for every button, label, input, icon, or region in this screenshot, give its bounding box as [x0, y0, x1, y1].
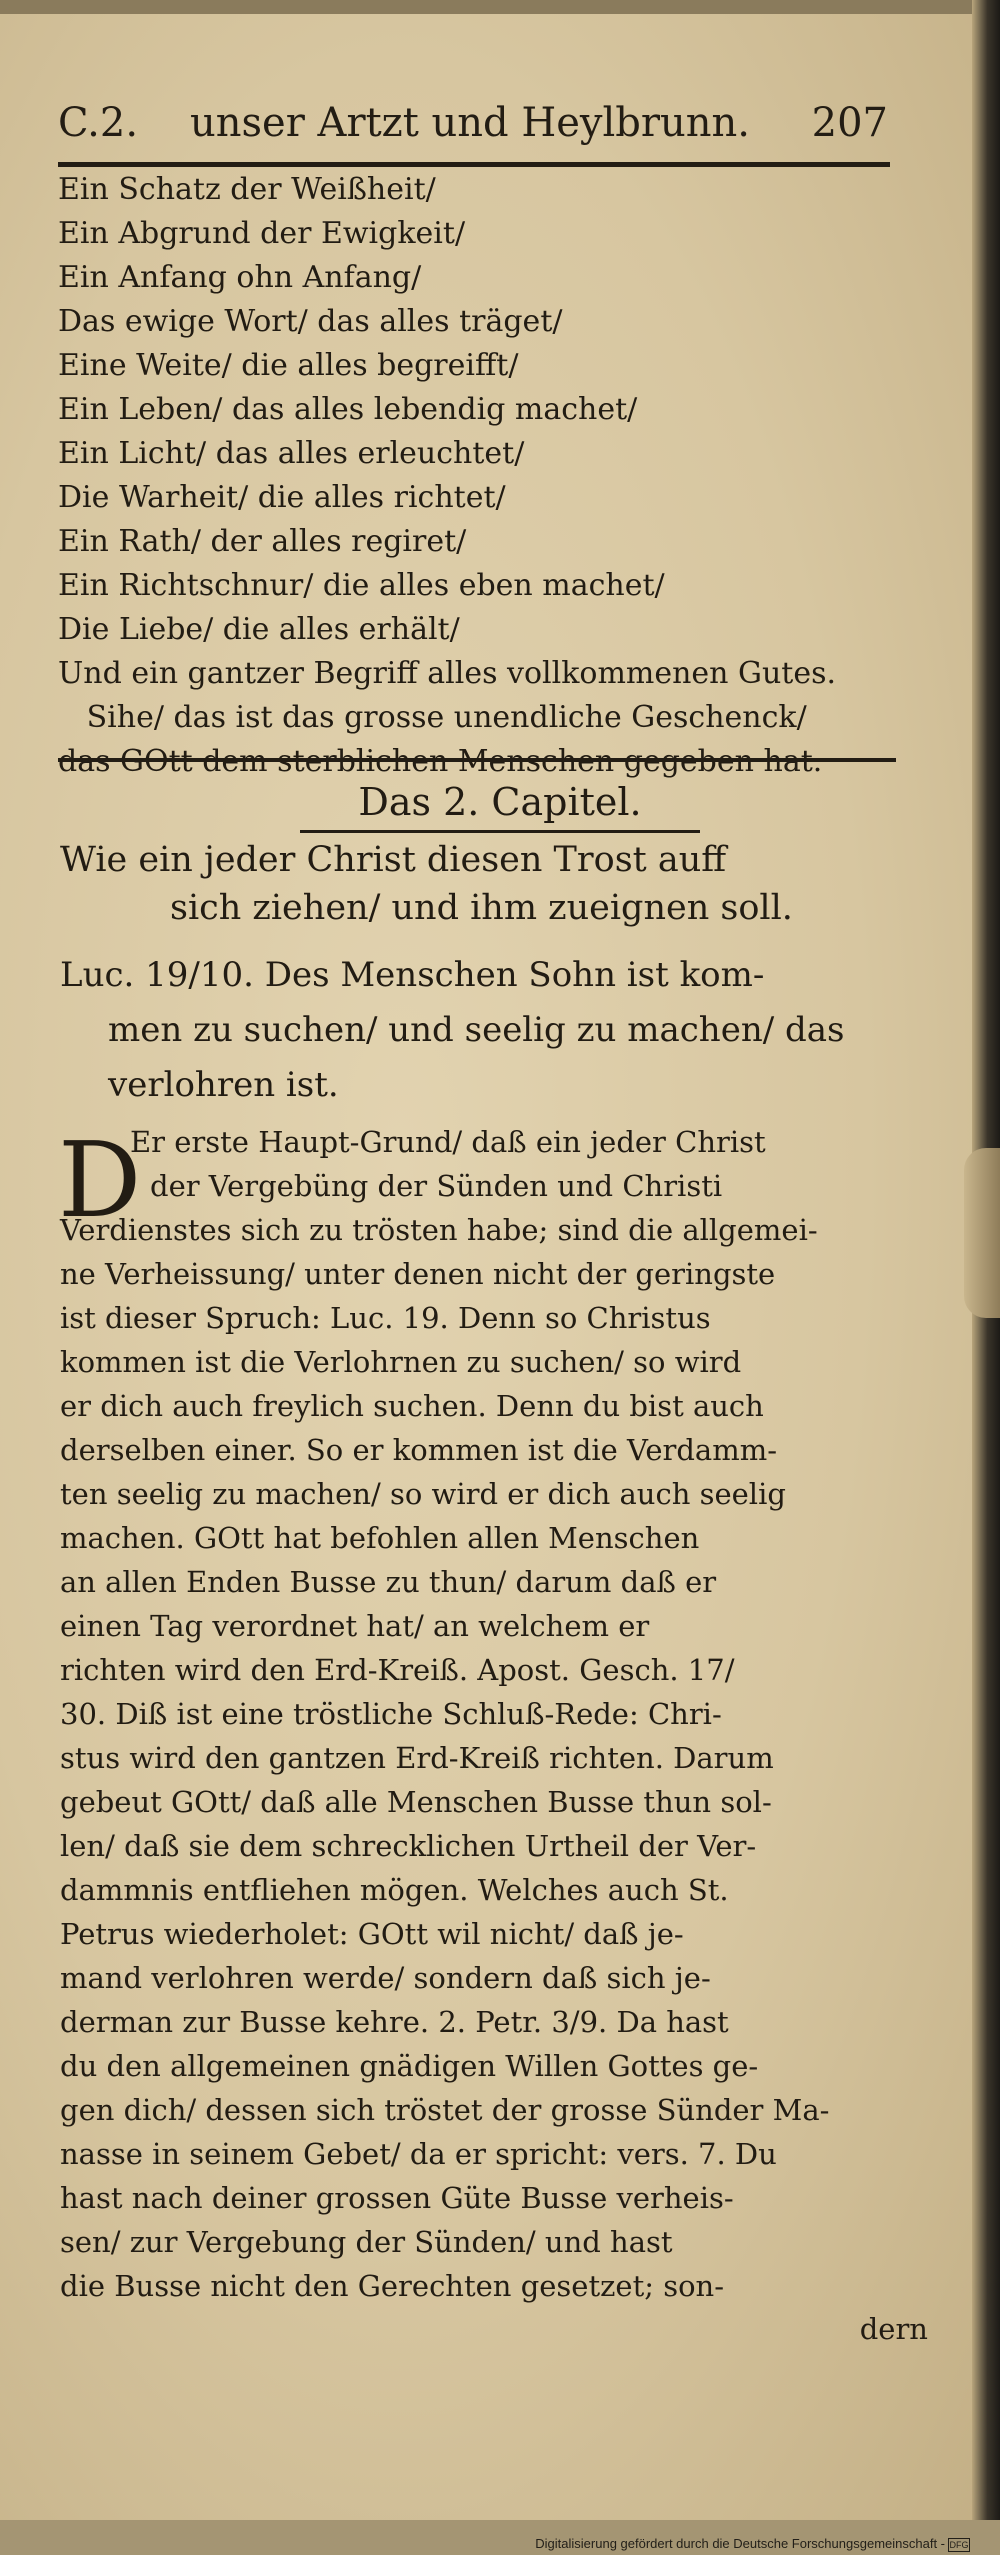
body-line: mand verlohren werde/ sondern daß sich je- [60, 1961, 711, 1995]
drop-cap: D [58, 1119, 142, 1241]
list-line: Ein Abgrund der Ewigkeit/ [58, 216, 466, 251]
digitization-credit [535, 2536, 970, 2552]
credit-text: Digitalisierung gefördert durch die Deutsche Forschungsgemeinschaft - [535, 2536, 945, 2551]
list-line: Ein Rath/ der alles regiret/ [58, 524, 467, 559]
dfg-logo: DFG [949, 2539, 969, 2550]
body-line: machen. GOtt hat befohlen allen Menschen [60, 1521, 700, 1555]
body-line: derselben einer. So er kommen ist die Verdamm- [60, 1433, 777, 1467]
body-line: einen Tag verordnet hat/ an welchem er [60, 1609, 650, 1643]
list-line: Und ein gantzer Begriff alles vollkommenen Gutes. [58, 656, 837, 691]
body-line: er dich auch freylich suchen. Denn du bist auch [60, 1389, 764, 1423]
body-line: dammnis entfliehen mögen. Welches auch St. [60, 1873, 729, 1907]
running-header [58, 100, 888, 160]
list-line: Ein Licht/ das alles erleuchtet/ [58, 436, 525, 471]
body-line: richten wird den Erd-Kreiß. Apost. Gesch. 17/ [60, 1653, 735, 1687]
body-line: len/ daß sie dem schrecklichen Urtheil der Ver- [60, 1829, 757, 1863]
body-line: stus wird den gantzen Erd-Kreiß richten. Darum [60, 1741, 774, 1775]
chapter-heading: Das 2. Capitel. [358, 780, 642, 824]
body-line: du den allgemeinen gnädigen Willen Gottes ge- [60, 2049, 759, 2083]
chapter-mark: C.2. [58, 100, 139, 146]
body-line: ne Verheissung/ unter denen nicht der geringste [60, 1257, 776, 1291]
list-line: Eine Weite/ die alles begreifft/ [58, 348, 519, 383]
body-line: Verdienstes sich zu trösten habe; sind die allgemei- [60, 1213, 818, 1247]
page-clasp [964, 1148, 1000, 1318]
catchword: dern [859, 2312, 928, 2346]
body-line: die Busse nicht den Gerechten gesetzet; son- [60, 2269, 725, 2303]
body-line: ten seelig zu machen/ so wird er dich auch seelig [60, 1477, 786, 1511]
body-line: derman zur Busse kehre. 2. Petr. 3/9. Da hast [60, 2005, 729, 2039]
body-line: ist dieser Spruch: Luc. 19. Denn so Christus [60, 1301, 711, 1335]
list-line: Die Liebe/ die alles erhält/ [58, 612, 460, 647]
body-line: sen/ zur Vergebung der Sünden/ und hast [60, 2225, 673, 2259]
list-line: Das ewige Wort/ das alles träget/ [58, 304, 563, 339]
list-line [58, 742, 822, 782]
body-line: hast nach deiner grossen Güte Busse verheis- [60, 2181, 734, 2215]
page-number: 207 [811, 100, 888, 146]
body-line: an allen Enden Busse zu thun/ darum daß er [60, 1565, 717, 1599]
body-line: nasse in seinem Gebet/ da er spricht: vers. 7. Du [60, 2137, 777, 2171]
scripture-reference: Luc. 19/10. Des Menschen Sohn ist kom- [60, 955, 765, 995]
body-line: kommen ist die Verlohrnen zu suchen/ so wird [60, 1345, 742, 1379]
list-line: Die Warheit/ die alles richtet/ [58, 480, 506, 515]
body-line: Er erste Haupt-Grund/ daß ein jeder Christ [130, 1125, 766, 1159]
list-line: Ein Anfang ohn Anfang/ [58, 260, 422, 295]
body-line: 30. Diß ist eine tröstliche Schluß-Rede: Chri- [60, 1697, 722, 1731]
list-line: Sihe/ das ist das grosse unendliche Geschenck/ [58, 700, 807, 735]
chapter-subheading: sich ziehen/ und ihm zueignen soll. [170, 888, 793, 928]
list-line: Ein Leben/ das alles lebendig machet/ [58, 392, 638, 427]
body-line: gen dich/ dessen sich tröstet der grosse Sünder Ma- [60, 2093, 830, 2127]
section-rule [58, 758, 896, 762]
header-rule [58, 162, 890, 167]
heading-rule [300, 830, 700, 833]
scripture-reference: men zu suchen/ und seelig zu machen/ das [108, 1010, 845, 1050]
scan-top-edge [0, 0, 1000, 14]
body-line: Petrus wiederholet: GOtt wil nicht/ daß je- [60, 1917, 684, 1951]
list-line: Ein Schatz der Weißheit/ [58, 172, 436, 207]
list-line: Ein Richtschnur/ die alles eben machet/ [58, 568, 665, 603]
scripture-reference: verlohren ist. [108, 1065, 339, 1105]
body-line: gebeut GOtt/ daß alle Menschen Busse thun sol- [60, 1785, 772, 1819]
running-title: unser Artzt und Heylbrunn. [190, 100, 751, 146]
chapter-subheading: Wie ein jeder Christ diesen Trost auff [60, 840, 727, 880]
body-line: der Vergebüng der Sünden und Christi [150, 1169, 723, 1203]
